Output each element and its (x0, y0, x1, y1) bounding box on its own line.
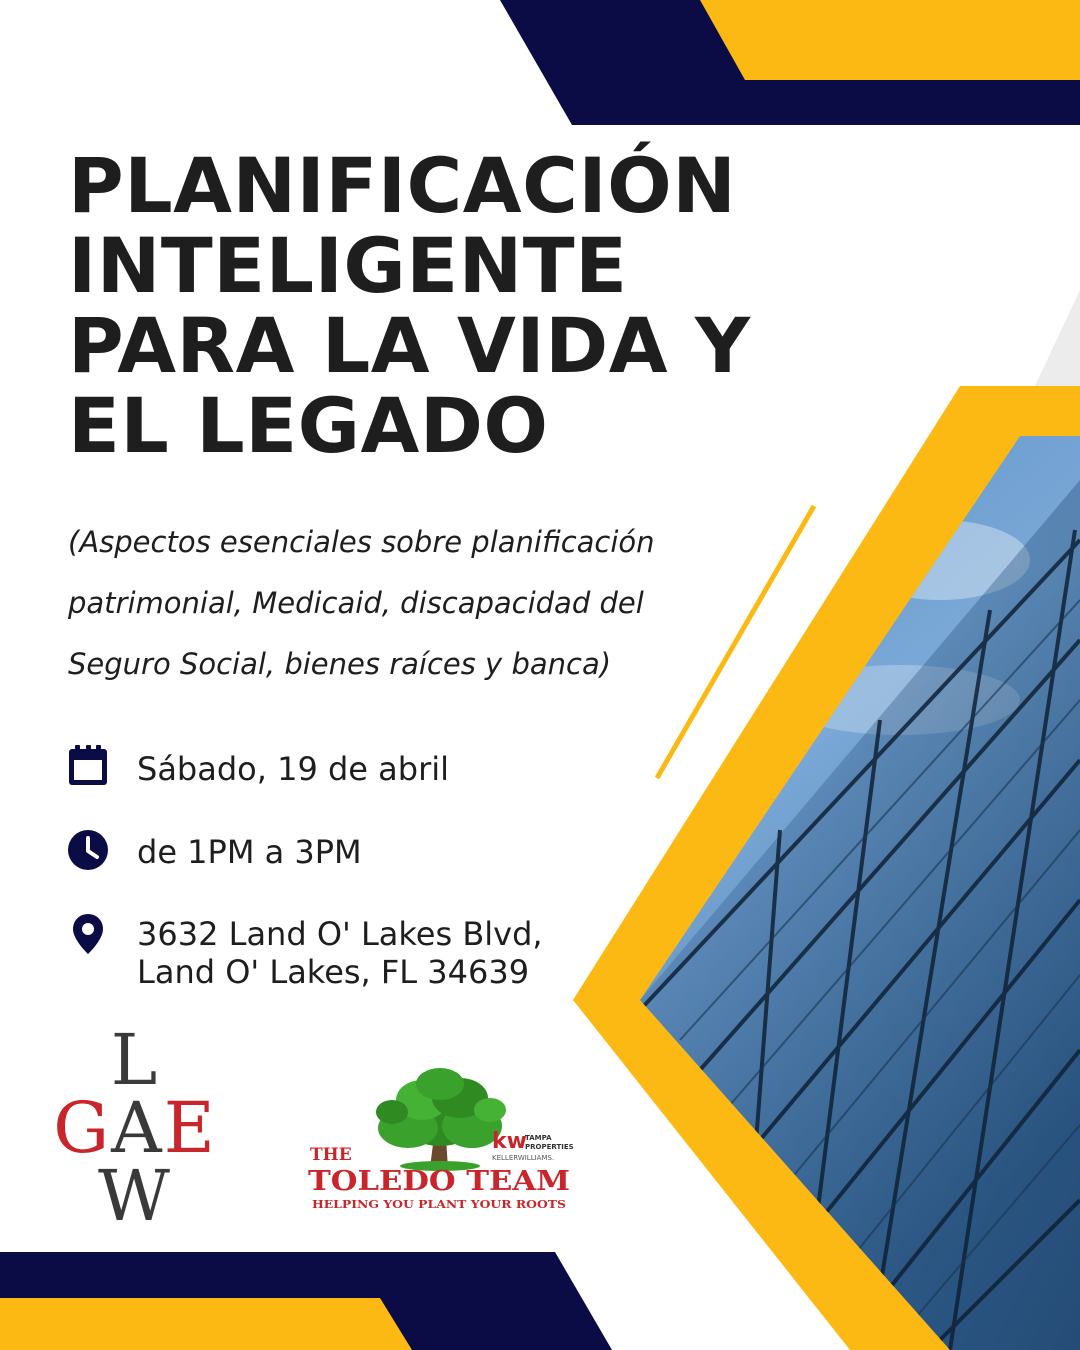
lgaew-letter-g: G (53, 1087, 112, 1169)
lgaew-logo (40, 1019, 230, 1237)
kw-mark: kw (492, 1129, 527, 1154)
title-line-4: EL LEGADO (68, 381, 549, 470)
lgaew-row-3 (40, 1155, 230, 1237)
page-title (68, 141, 788, 470)
toledo-team-logo (300, 1048, 590, 1218)
lgaew-letter-l: L (110, 1019, 160, 1101)
tree-icon (376, 1068, 506, 1171)
logo-name-text: TOLEDO TEAM (308, 1166, 570, 1197)
event-address (137, 915, 543, 991)
bottom-yellow-band (0, 1298, 412, 1350)
kw-brand: KELLERWILLIAMS. (492, 1154, 555, 1162)
subtitle-line-1: (Aspectos esenciales sobre planificación (68, 525, 655, 559)
clock-icon (66, 828, 110, 872)
lgaew-letter-w: W (98, 1155, 172, 1237)
title-line-1: PLANIFICACIÓN (68, 141, 737, 230)
subtitle (68, 512, 688, 695)
event-date: Sábado, 19 de abril (137, 750, 449, 788)
top-yellow-band (700, 0, 1080, 80)
kw-line-2: PROPERTIES (525, 1143, 574, 1151)
location-pin-icon (66, 912, 110, 956)
calendar-icon (66, 744, 110, 788)
address-line-2: Land O' Lakes, FL 34639 (137, 953, 530, 991)
logo-tagline-text: HELPING YOU PLANT YOUR ROOTS (312, 1198, 567, 1211)
lgaew-letter-e: E (163, 1087, 217, 1169)
lgaew-row-1 (40, 1019, 230, 1101)
lgaew-row-2 (40, 1087, 230, 1169)
subtitle-line-3: Seguro Social, bienes raíces y banca) (68, 647, 612, 681)
title-line-3: PARA LA VIDA Y (68, 301, 751, 390)
kw-line-1: TAMPA (525, 1134, 552, 1142)
logo-the-text: THE (310, 1145, 352, 1165)
event-time: de 1PM a 3PM (137, 833, 362, 871)
subtitle-line-2: patrimonial, Medicaid, discapacidad del (68, 586, 644, 620)
address-line-1: 3632 Land O' Lakes Blvd, (137, 915, 543, 953)
lgaew-letter-a: A (111, 1087, 164, 1169)
title-line-2: INTELIGENTE (68, 221, 628, 310)
